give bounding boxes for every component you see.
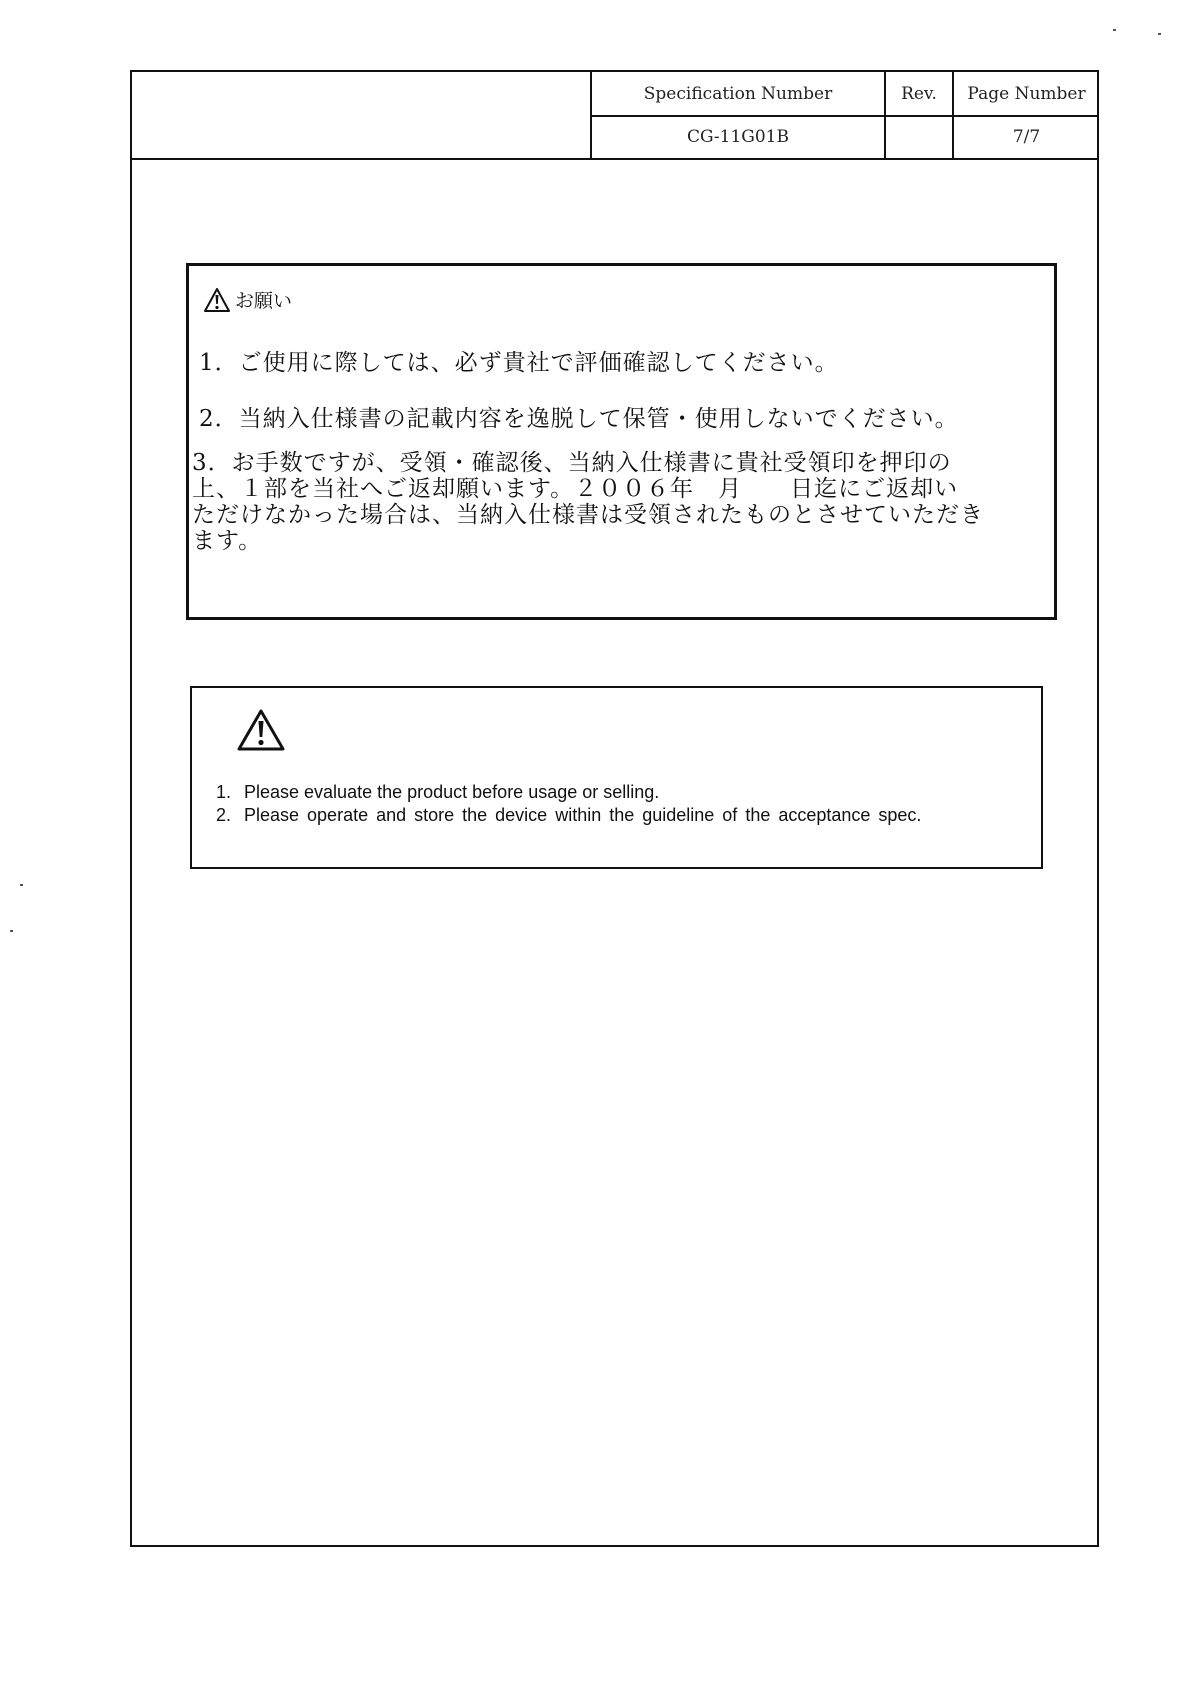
notice-item-3-line: 3．お手数ですが、受領・確認後、当納入仕様書に貴社受領印を押印の <box>192 450 952 476</box>
english-item-1 <box>216 782 659 803</box>
rev-value <box>886 116 952 158</box>
english-item-2 <box>216 805 921 826</box>
rev-label: Rev. <box>901 83 937 104</box>
spec-header-table <box>132 72 1097 160</box>
scan-speck <box>10 930 13 932</box>
english-item-number: 2. <box>216 805 232 825</box>
english-item-text: Please operate and store the device within the guideline of the acceptance spec. <box>244 805 922 825</box>
notice-item-3-line: ます。 <box>192 528 263 554</box>
notice-item-3 <box>192 450 984 554</box>
scan-speck <box>1158 33 1161 35</box>
english-item-number: 1. <box>216 782 232 802</box>
notice-item-2: 2．当納入仕様書の記載内容を逸脱して保管・使用しないでください。 <box>199 406 959 432</box>
notice-item-3-line: ただけなかった場合は、当納入仕様書は受領されたものとさせていただき <box>192 502 984 528</box>
notice-title: お願い <box>235 290 293 312</box>
japanese-notice-box <box>186 263 1057 620</box>
spec-number-value: CG-11G01B <box>687 127 789 147</box>
page-number-label: Page Number <box>967 83 1086 104</box>
notice-title-row <box>203 286 292 313</box>
spec-number-label: Specification Number <box>643 83 833 104</box>
warning-icon <box>203 287 231 313</box>
page-number-value: 7/7 <box>1012 127 1041 147</box>
english-item-text: Please evaluate the product before usage or selling. <box>244 782 660 802</box>
scan-speck <box>1113 29 1116 31</box>
scan-speck <box>20 884 23 886</box>
notice-item-3-line: 上、１部を当社へご返却願います。２００６年 月 日迄にご返却い <box>192 476 959 502</box>
english-notice-box <box>190 686 1043 869</box>
warning-icon <box>236 708 286 752</box>
notice-item-1: 1．ご使用に際しては、必ず貴社で評価確認してください。 <box>199 350 839 376</box>
